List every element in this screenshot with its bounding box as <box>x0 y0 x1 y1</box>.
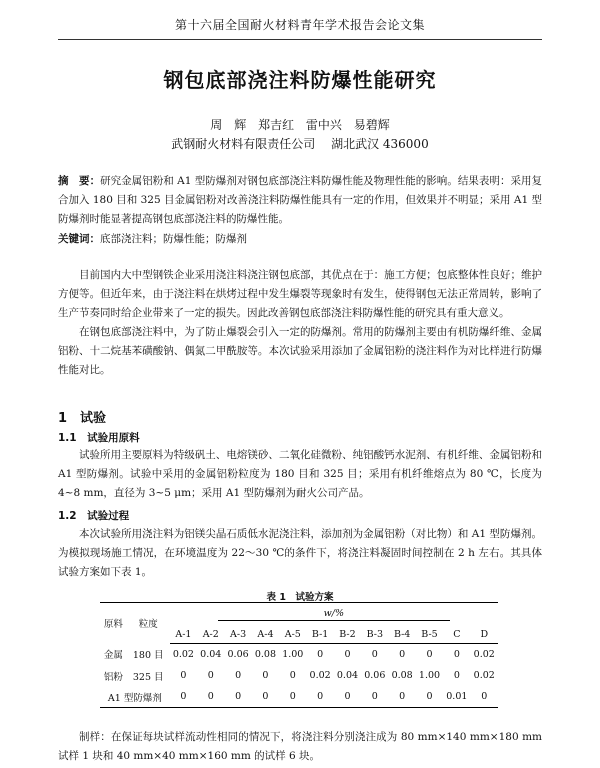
table-cell: 0 <box>426 691 433 702</box>
table-cell: 0 <box>317 691 324 702</box>
col-header: B-1 <box>306 625 333 644</box>
table-cell: 0 <box>262 670 269 681</box>
materials-paragraph: 试验所用主要原料为特级矾土、电熔镁砂、二氧化硅微粉、纯铝酸钙水泥剂、有机纤维、金属铝粉和 A1 型防爆剂。试验中采用的金属铝粉粒度为 180 目和 325 目；采用有机纤维熔点为 80 ℃，长度为 4~8 mm，直径为 3~5 μm；采用 A1 型防爆剂为耐火公司产品。 <box>58 449 542 499</box>
sample-prep-text <box>58 728 542 766</box>
process-paragraph: 本次试验所用浇注料为铝镁尖晶石质低水泥浇注料，添加剂为金属铝粉（对比物）和 A1 型防爆剂。为模拟现场施工情况，在环境温度为 22～30 ℃的条件下，将浇注料凝固时间控制在 2 h 左右。其具体试验方案如下表 1。 <box>58 528 542 578</box>
table-cell: 0 <box>289 691 296 702</box>
col-header: B-5 <box>416 625 443 644</box>
intro-paragraph: 在钢包底部浇注料中，为了防止爆裂会引入一定的防爆剂。常用的防爆剂主要由有机防爆纤维、金属铝粉、十二烷基苯磺酸钠、偶氮二甲酰胺等。本次试验采用添加了金属铝粉的浇注料作为对比样进行防爆性能对比。 <box>58 326 542 376</box>
table-cell: 1.00 <box>418 670 441 681</box>
table-cell: 0 <box>207 670 214 681</box>
table-cell: 0.02 <box>172 649 194 660</box>
subsection-heading: 1.1 试验用原料 <box>58 432 140 444</box>
table-cell: 0 <box>317 649 324 660</box>
table-cell: 0.02 <box>309 670 331 681</box>
table-cell: 0 <box>289 670 296 681</box>
table-cell: 0 <box>399 691 406 702</box>
table-cell: 1.00 <box>282 649 304 660</box>
mass-fraction-label: w/% <box>218 608 450 621</box>
row-material: 铝粉 <box>103 671 123 683</box>
table-cell: 0 <box>371 649 378 660</box>
table-cell: 0 <box>426 649 433 660</box>
table-row <box>100 644 498 666</box>
col-header: A-1 <box>170 625 197 644</box>
col-header: B-3 <box>361 625 388 644</box>
col-header: A-2 <box>197 625 224 644</box>
table-cell: 0 <box>262 691 269 702</box>
table-row <box>100 665 498 686</box>
affiliation: 武钢耐火材料有限责任公司 湖北武汉 436000 <box>171 137 429 151</box>
col-header: D <box>471 625 498 644</box>
row-material: A1 型防爆剂 <box>107 692 162 704</box>
col-header-material: 原料 <box>103 619 123 631</box>
author-list <box>0 116 600 133</box>
col-header: C <box>443 625 470 644</box>
experiment-table <box>100 602 498 708</box>
col-header-size: 粒度 <box>138 619 158 631</box>
author: 雷中兴 <box>305 118 342 132</box>
col-header: B-2 <box>334 625 361 644</box>
abstract-text: 研究金属铝粉和 A1 型防爆剂对钢包底部浇注料防爆性能及物理性能的影响。结果表明：采用复合加入 180 目和 325 目金属铝粉对改善浇注料防爆性能具有一定的作用，但效果并不明显；采用 A1 型防爆剂时能显著提高钢包底部浇注料的防爆性能。 <box>58 175 543 225</box>
sample-prep-paragraph: 制样：在保证每块试样流动性相同的情况下，将浇注料分别浇注成为 80 mm×140 mm×180 mm 试样 1 块和 40 mm×40 mm×160 mm 的试样 6 块。 <box>58 731 542 762</box>
col-header: B-4 <box>388 625 415 644</box>
table-cell: 0.06 <box>227 649 249 660</box>
table-cell: 0.08 <box>254 649 277 660</box>
table-row <box>100 686 498 708</box>
keywords-label: 关键词： <box>58 233 100 245</box>
author: 周 辉 <box>210 118 247 132</box>
table-cell: 0 <box>344 691 351 702</box>
abstract <box>58 172 542 229</box>
table-cell: 0.06 <box>364 670 386 681</box>
table-cell: 0.04 <box>336 670 359 681</box>
table-cell: 0.02 <box>473 670 495 681</box>
table-cell: 0.02 <box>473 649 495 660</box>
row-material: 金属 <box>103 650 123 662</box>
col-group-header <box>170 603 498 626</box>
table-cell: 0 <box>399 649 406 660</box>
table-cell: 0 <box>371 691 378 702</box>
materials-text <box>58 446 542 503</box>
table-cell: 0 <box>481 691 488 702</box>
row-size: 325 目 <box>132 671 164 683</box>
table-cell: 0.04 <box>200 649 222 660</box>
table-cell: 0 <box>180 691 187 702</box>
row-size: 180 目 <box>132 650 164 662</box>
process-text <box>58 525 542 582</box>
table-cell: 0 <box>453 649 460 660</box>
intro-paragraph: 目前国内大中型钢铁企业采用浇注料浇注钢包底部，其优点在于：施工方便；包底整体性良好；维护方便等。但近年来，由于浇注料在烘烤过程中发生爆裂等现象时有发生，使得钢包无法正常周转，影响了生产节奏同时给企业带来了一定的损失。因此改善钢包底部浇注料防爆性能的研究具有重大意义。 <box>58 269 542 319</box>
table-cell: 0 <box>453 670 460 681</box>
col-header: A-4 <box>252 625 279 644</box>
col-header: A-5 <box>279 625 306 644</box>
section-heading: 1 试验 <box>58 411 107 426</box>
table-caption: 表 1 试验方案 <box>266 592 334 603</box>
table-cell: 0 <box>235 691 242 702</box>
table-cell: 0 <box>180 670 187 681</box>
subsection-heading: 1.2 试验过程 <box>58 510 130 522</box>
table-cell: 0.01 <box>446 691 468 702</box>
table-cell: 0 <box>207 691 214 702</box>
keywords <box>58 230 542 249</box>
introduction <box>58 266 542 380</box>
col-header: A-3 <box>224 625 251 644</box>
table-cell: 0.08 <box>391 670 413 681</box>
abstract-label: 摘 要： <box>58 175 101 187</box>
author: 郑吉红 <box>258 118 295 132</box>
author: 易碧辉 <box>353 118 390 132</box>
table-cell: 0 <box>235 670 242 681</box>
table-cell: 0 <box>344 649 351 660</box>
paper-title: 钢包底部浇注料防爆性能研究 <box>163 68 437 92</box>
running-header: 第十六届全国耐火材料青年学术报告会论文集 <box>58 16 542 40</box>
keywords-text: 底部浇注料；防爆性能；防爆剂 <box>100 233 247 245</box>
